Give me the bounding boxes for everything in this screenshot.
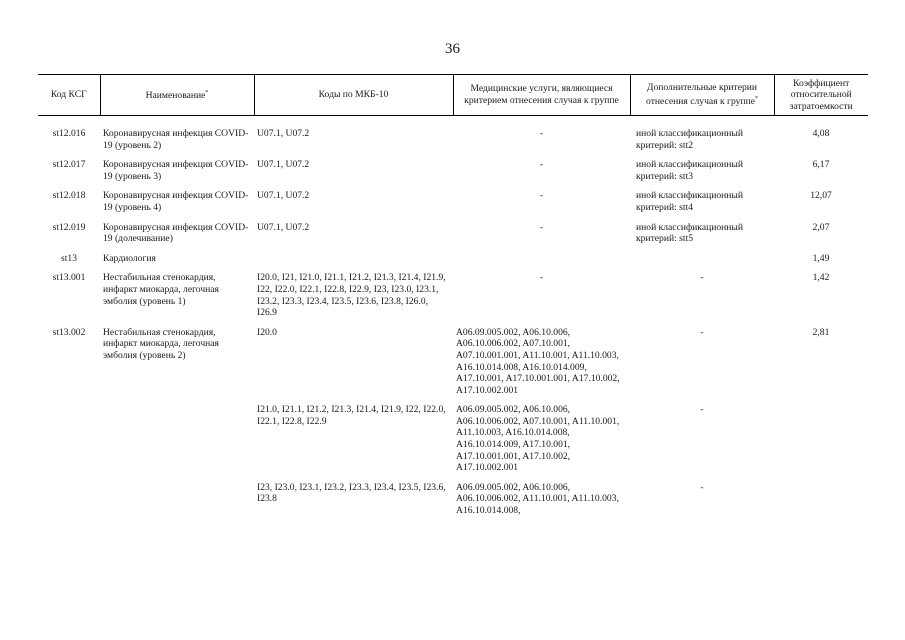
cell-code xyxy=(38,404,100,482)
cell-name xyxy=(100,404,254,482)
cell-services xyxy=(453,253,630,273)
cell-code: st12.016 xyxy=(52,128,86,139)
cell-coef xyxy=(774,404,868,482)
header-name-mark: * xyxy=(205,90,209,97)
cell-mkb: I20.0, I21, I21.0, I21.1, I21.2, I21.3, I21.4, I21.9, I22, I22.0, I22.1, I22.8, I22.9, I23, I23.0, I23.1, I23.2, I23.3, I23.4, I23.5, I23.6, I23.8, I26.0, I26.9 xyxy=(257,272,446,319)
table-row xyxy=(38,128,868,159)
cell-criteria: иной классификационный критерий: stt3 xyxy=(636,159,743,182)
cell-name: Коронавирусная инфекция COVID-19 (уровень 3) xyxy=(103,159,249,182)
cell-coef: 2,07 xyxy=(812,221,830,233)
cell-mkb xyxy=(254,253,453,273)
table-body xyxy=(38,116,868,525)
table-row xyxy=(38,159,868,190)
cell-coef xyxy=(774,482,868,525)
cell-criteria: - xyxy=(700,326,704,338)
header-services: Медицинские услуги, являющиеся критерием отнесения случая к группе xyxy=(453,75,630,116)
cell-coef: 1,49 xyxy=(812,252,830,264)
cell-name: Коронавирусная инфекция COVID-19 (долечивание) xyxy=(103,221,249,245)
header-mkb: Коды по МКБ-10 xyxy=(254,75,453,116)
cell-services: A06.09.005.002, A06.10.006, A06.10.006.002, A07.10.001, A11.10.001, A11.10.003, A16.10.014.008, A16.10.014.009, A17.10.001, A17.10.001.001, A17.10.002, A17.10.002.001 xyxy=(456,404,620,474)
cell-mkb: U07.1, U07.2 xyxy=(257,221,310,233)
cell-services: - xyxy=(539,128,544,139)
table-row xyxy=(38,190,868,221)
cell-criteria: - xyxy=(700,404,704,416)
header-criteria-text: Дополнительные критерии отнесения случая к группе xyxy=(646,82,758,108)
cell-name: Нестабильная стенокардия, инфаркт миокарда, легочная эмболия (уровень 1) xyxy=(103,272,219,307)
header-coef: Коэффициент относительной затратоемкости xyxy=(774,75,868,116)
page-number: 36 xyxy=(445,41,460,57)
cell-criteria: иной классификационный критерий: stt4 xyxy=(636,190,743,213)
header-name xyxy=(100,75,254,116)
header-code: Код КСГ xyxy=(38,75,100,116)
cell-name: Кардиология xyxy=(103,252,156,264)
cell-code: st13 xyxy=(61,252,77,264)
cell-mkb: I20.0 xyxy=(257,326,277,338)
table-row xyxy=(38,327,868,405)
ksg-table xyxy=(38,74,868,525)
cell-name xyxy=(100,482,254,525)
header-criteria-mark: * xyxy=(754,95,758,102)
cell-coef: 4,08 xyxy=(812,128,830,139)
cell-services: - xyxy=(539,159,544,171)
cell-coef: 12,07 xyxy=(810,190,832,202)
cell-code: st13.001 xyxy=(52,272,86,284)
cell-code: st13.002 xyxy=(52,326,86,338)
table-row xyxy=(38,482,868,525)
cell-services: - xyxy=(539,221,544,233)
cell-criteria: - xyxy=(700,481,704,493)
cell-name: Коронавирусная инфекция COVID-19 (уровень 2) xyxy=(103,128,249,151)
cell-code: st12.018 xyxy=(52,190,86,202)
header-criteria xyxy=(630,75,774,116)
table-header xyxy=(38,75,868,116)
table-row xyxy=(38,222,868,253)
cell-services: - xyxy=(539,190,544,202)
cell-code: st12.019 xyxy=(52,221,86,233)
cell-code xyxy=(38,482,100,525)
cell-mkb: U07.1, U07.2 xyxy=(257,190,310,202)
cell-services: A06.09.005.002, A06.10.006, A06.10.006.002, A11.10.001, A11.10.003, A16.10.014.008, xyxy=(456,481,619,517)
header-gap xyxy=(38,116,868,129)
header-name-text: Наименование xyxy=(145,90,206,102)
cell-code: st12.017 xyxy=(52,159,86,171)
table-row xyxy=(38,404,868,482)
table-row xyxy=(38,253,868,273)
cell-criteria xyxy=(630,253,774,273)
cell-coef: 1,42 xyxy=(812,272,830,284)
cell-services: - xyxy=(539,272,544,284)
table-row xyxy=(38,272,868,326)
cell-name: Коронавирусная инфекция COVID-19 (уровень 4) xyxy=(103,190,249,213)
cell-mkb: I23, I23.0, I23.1, I23.2, I23.3, I23.4, I23.5, I23.6, I23.8 xyxy=(257,481,446,505)
cell-services: A06.09.005.002, A06.10.006, A06.10.006.002, A07.10.001, A07.10.001.001, A11.10.001, A11.10.003, A16.10.014.008, A16.10.014.009, A17.10.001, A17.10.001.001, A17.10.002, A17.10.002.001 xyxy=(456,326,620,396)
cell-mkb: U07.1, U07.2 xyxy=(257,128,310,139)
cell-name: Нестабильная стенокардия, инфаркт миокарда, легочная эмболия (уровень 2) xyxy=(103,326,219,361)
cell-mkb: U07.1, U07.2 xyxy=(257,159,310,171)
cell-mkb: I21.0, I21.1, I21.2, I21.3, I21.4, I21.9, I22, I22.0, I22.1, I22.8, I22.9 xyxy=(257,404,446,427)
cell-coef: 2,81 xyxy=(812,326,830,338)
cell-coef: 6,17 xyxy=(812,159,830,171)
cell-criteria: иной классификационный критерий: stt2 xyxy=(636,128,743,151)
cell-criteria: иной классификационный критерий: stt5 xyxy=(636,221,743,245)
cell-criteria: - xyxy=(700,272,704,284)
